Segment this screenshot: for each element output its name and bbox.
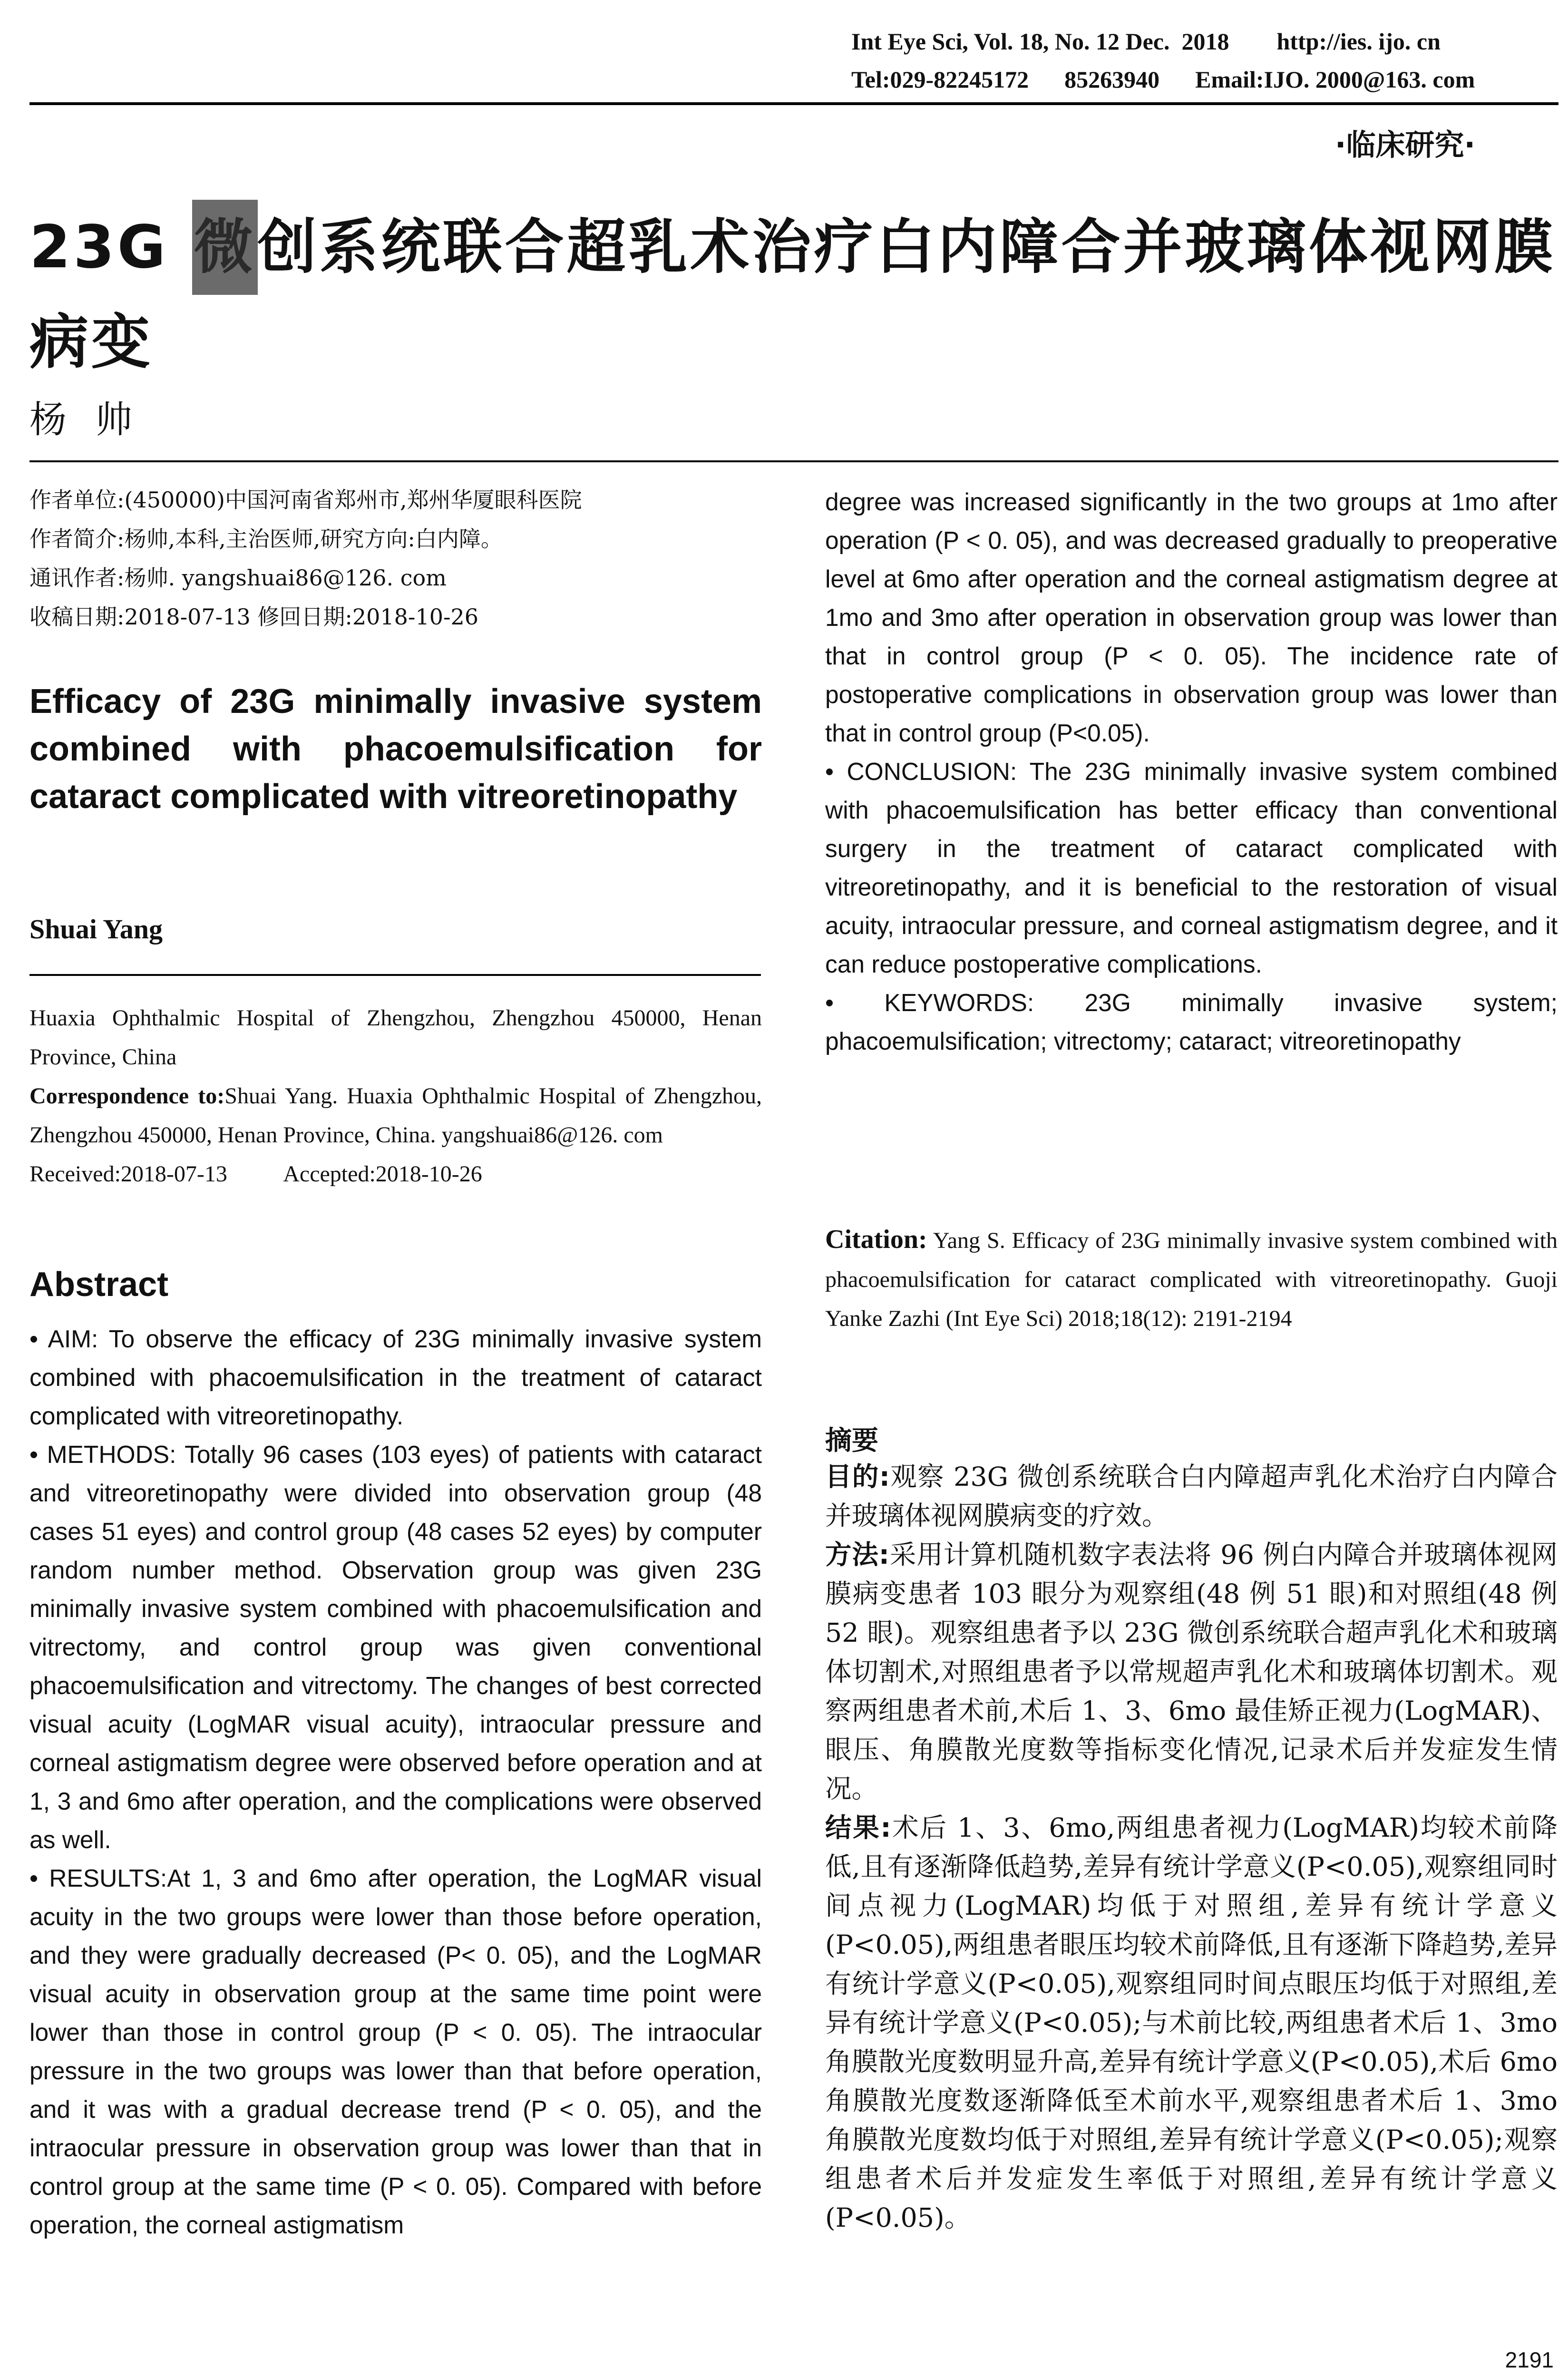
abstract-results-continued: degree was increased significantly in the two groups at 1mo after operation (P < 0. 05), and was decreased gradually to preoperative level at 6mo after operation and the corneal astigmatism degree at 1mo and 3mo after operation in observation group was lower than that in control group (P < 0. 05). The incidence rate of postoperative complications in observation group was lower than that in control group (P<0.05).	[825, 488, 1558, 747]
page-number: 2191	[1505, 2348, 1554, 2372]
cn-abstract-methods	[825, 1536, 1558, 1809]
cn-abstract-heading: 摘要	[825, 1425, 878, 1456]
title-en: Efficacy of 23G minimally invasive system combined with phacoemulsification for cataract complicated with vitreoretinopathy	[29, 682, 762, 816]
received-accepted: Received:2018-07-13 Accepted:2018-10-26	[29, 1161, 482, 1187]
cn-abstract-aim	[825, 1458, 1558, 1536]
author-en: Shuai Yang	[29, 914, 163, 945]
citation-text: Yang S. Efficacy of 23G minimally invasive system combined with phacoemulsification for cataract complicated with vitreoretinopathy. Guoji Yanke Zazhi (Int Eye Sci) 2018;18(12): 2191-2194	[825, 1228, 1558, 1331]
abstract-heading: Abstract	[29, 1266, 169, 1304]
cn-abstract-body	[825, 1458, 1558, 2238]
cn-aim-label: 目的:	[825, 1461, 890, 1492]
title-cn-part2: 创系统联合超乳术治疗白内障合并玻璃体视网膜病变	[29, 213, 1556, 377]
abstract-results: • RESULTS:At 1, 3 and 6mo after operation, the LogMAR visual acuity in the two groups were lower than those before operation, and they were gradually decreased (P< 0. 05), and the LogMAR visual acuity in observation group at the same time point were lower than those in control group (P < 0. 05). The intraocular pressure in the two groups was lower than that before operation, and it was with a gradual decrease trend (P < 0. 05), and the intraocular pressure in observation group was lower than that in control group at the same time (P < 0. 05). Compared with before operation, the corneal astigmatism	[29, 1864, 762, 2239]
title-cn-part1: 23G	[29, 213, 192, 282]
cn-methods-text: 采用计算机随机数字表法将 96 例白内障合并玻璃体视网膜病变患者 103 眼分为观察组(48 例 51 眼)和对照组(48 例 52 眼)。观察组患者予以 23G 微创系统联合超声乳化术和玻璃体切割术,对照组患者予以常规超声乳化术和玻璃体切割术。观察两组患者术前,术后 1、3、6mo 最佳矫正视力(LogMAR)、眼压、角膜散光度数等指标变化情况,记录术后并发症发生情况。	[825, 1539, 1558, 1804]
cn-results-label: 结果:	[825, 1812, 891, 1843]
header-rule	[29, 102, 1558, 105]
cn-abstract-results	[825, 1809, 1558, 2238]
meta-dates: 收稿日期:2018-07-13 修回日期:2018-10-26	[29, 604, 479, 630]
page-title-cn	[29, 200, 1561, 390]
cn-aim-text: 观察 23G 微创系统联合白内障超声乳化术治疗白内障合并玻璃体视网膜病变的疗效。	[825, 1461, 1558, 1531]
journal-header-line2: Tel:029-82245172 85263940 Email:IJO. 2000@163. com	[851, 66, 1475, 93]
affiliation-en: Huaxia Ophthalmic Hospital of Zhengzhou, Zhengzhou 450000, Henan Province, China	[29, 1005, 762, 1070]
meta-author-bio: 作者简介:杨帅,本科,主治医师,研究方向:白内障。	[29, 526, 503, 552]
abstract-right-column	[825, 483, 1558, 1061]
title-rule	[29, 460, 1558, 462]
abstract-left-column	[29, 1320, 762, 2244]
correspondence-text: Shuai Yang. Huaxia Ophthalmic Hospital of Zhengzhou, Zhengzhou 450000, Henan Province, China. yangshuai86@126. com	[29, 1083, 762, 1148]
correspondence-label: Correspondence to:	[29, 1083, 225, 1109]
citation-label: Citation:	[825, 1225, 927, 1254]
meta-affiliation: 作者单位:(450000)中国河南省郑州市,郑州华厦眼科医院	[29, 487, 582, 513]
meta-corresponding: 通讯作者:杨帅. yangshuai86@126. com	[29, 565, 447, 591]
author-rule	[29, 974, 761, 976]
cn-methods-label: 方法:	[825, 1539, 890, 1570]
cn-results-text: 术后 1、3、6mo,两组患者视力(LogMAR)均较术前降低,且有逐渐降低趋势,差异有统计学意义(P<0.05),观察组同时间点视力(LogMAR)均低于对照组,差异有统计学意义(P<0.05),两组患者眼压均较术前降低,且有逐渐下降趋势,差异有统计学意义(P<0.05),观察组同时间点眼压均低于对照组,差异有统计学意义(P<0.05);与术前比较,两组患者术后 1、3mo 角膜散光度数明显升高,差异有统计学意义(P<0.05),术后 6mo 角膜散光度数逐渐降低至术前水平,观察组患者术后 1、3mo 角膜散光度数均低于对照组,差异有统计学意义(P<0.05);观察组患者术后并发症发生率低于对照组,差异有统计学意义(P<0.05)。	[825, 1812, 1558, 2233]
abstract-conclusion: • CONCLUSION: The 23G minimally invasive system combined with phacoemulsification has better efficacy than conventional surgery in the treatment of cataract complicated with vitreoretinopathy, and it is beneficial to the restoration of visual acuity, intraocular pressure, and corneal astigmatism degree, and it can reduce postoperative complications.	[825, 758, 1558, 978]
section-tag: ·临床研究·	[1334, 127, 1475, 162]
journal-header-line1: Int Eye Sci, Vol. 18, No. 12 Dec. 2018 http://ies. ijo. cn	[851, 28, 1441, 55]
author-cn: 杨帅	[29, 399, 161, 441]
affiliation-block	[29, 999, 762, 1194]
citation-block	[825, 1220, 1558, 1338]
correspondence	[29, 1077, 762, 1155]
abstract-keywords: • KEYWORDS: 23G minimally invasive system; phacoemulsification; vitrectomy; cataract; vitreoretinopathy	[825, 989, 1558, 1055]
meta-cn	[29, 480, 771, 636]
abstract-methods: • METHODS: Totally 96 cases (103 eyes) of patients with cataract and vitreoretinopathy were divided into observation group (48 cases 51 eyes) and control group (48 cases 52 eyes) by computer random number method. Observation group was given 23G minimally invasive system combined with phacoemulsification and vitrectomy, and control group was given conventional phacoemulsification and vitrectomy. The changes of best corrected visual acuity (LogMAR visual acuity), intraocular pressure and corneal astigmatism degree were observed before operation and at 1, 3 and 6mo after operation, and the complications were observed as well.	[29, 1441, 762, 1853]
title-cn-highlight: 微	[192, 200, 258, 295]
abstract-aim: • AIM: To observe the efficacy of 23G minimally invasive system combined with phacoemulsification in the treatment of cataract complicated with vitreoretinopathy.	[29, 1325, 762, 1430]
